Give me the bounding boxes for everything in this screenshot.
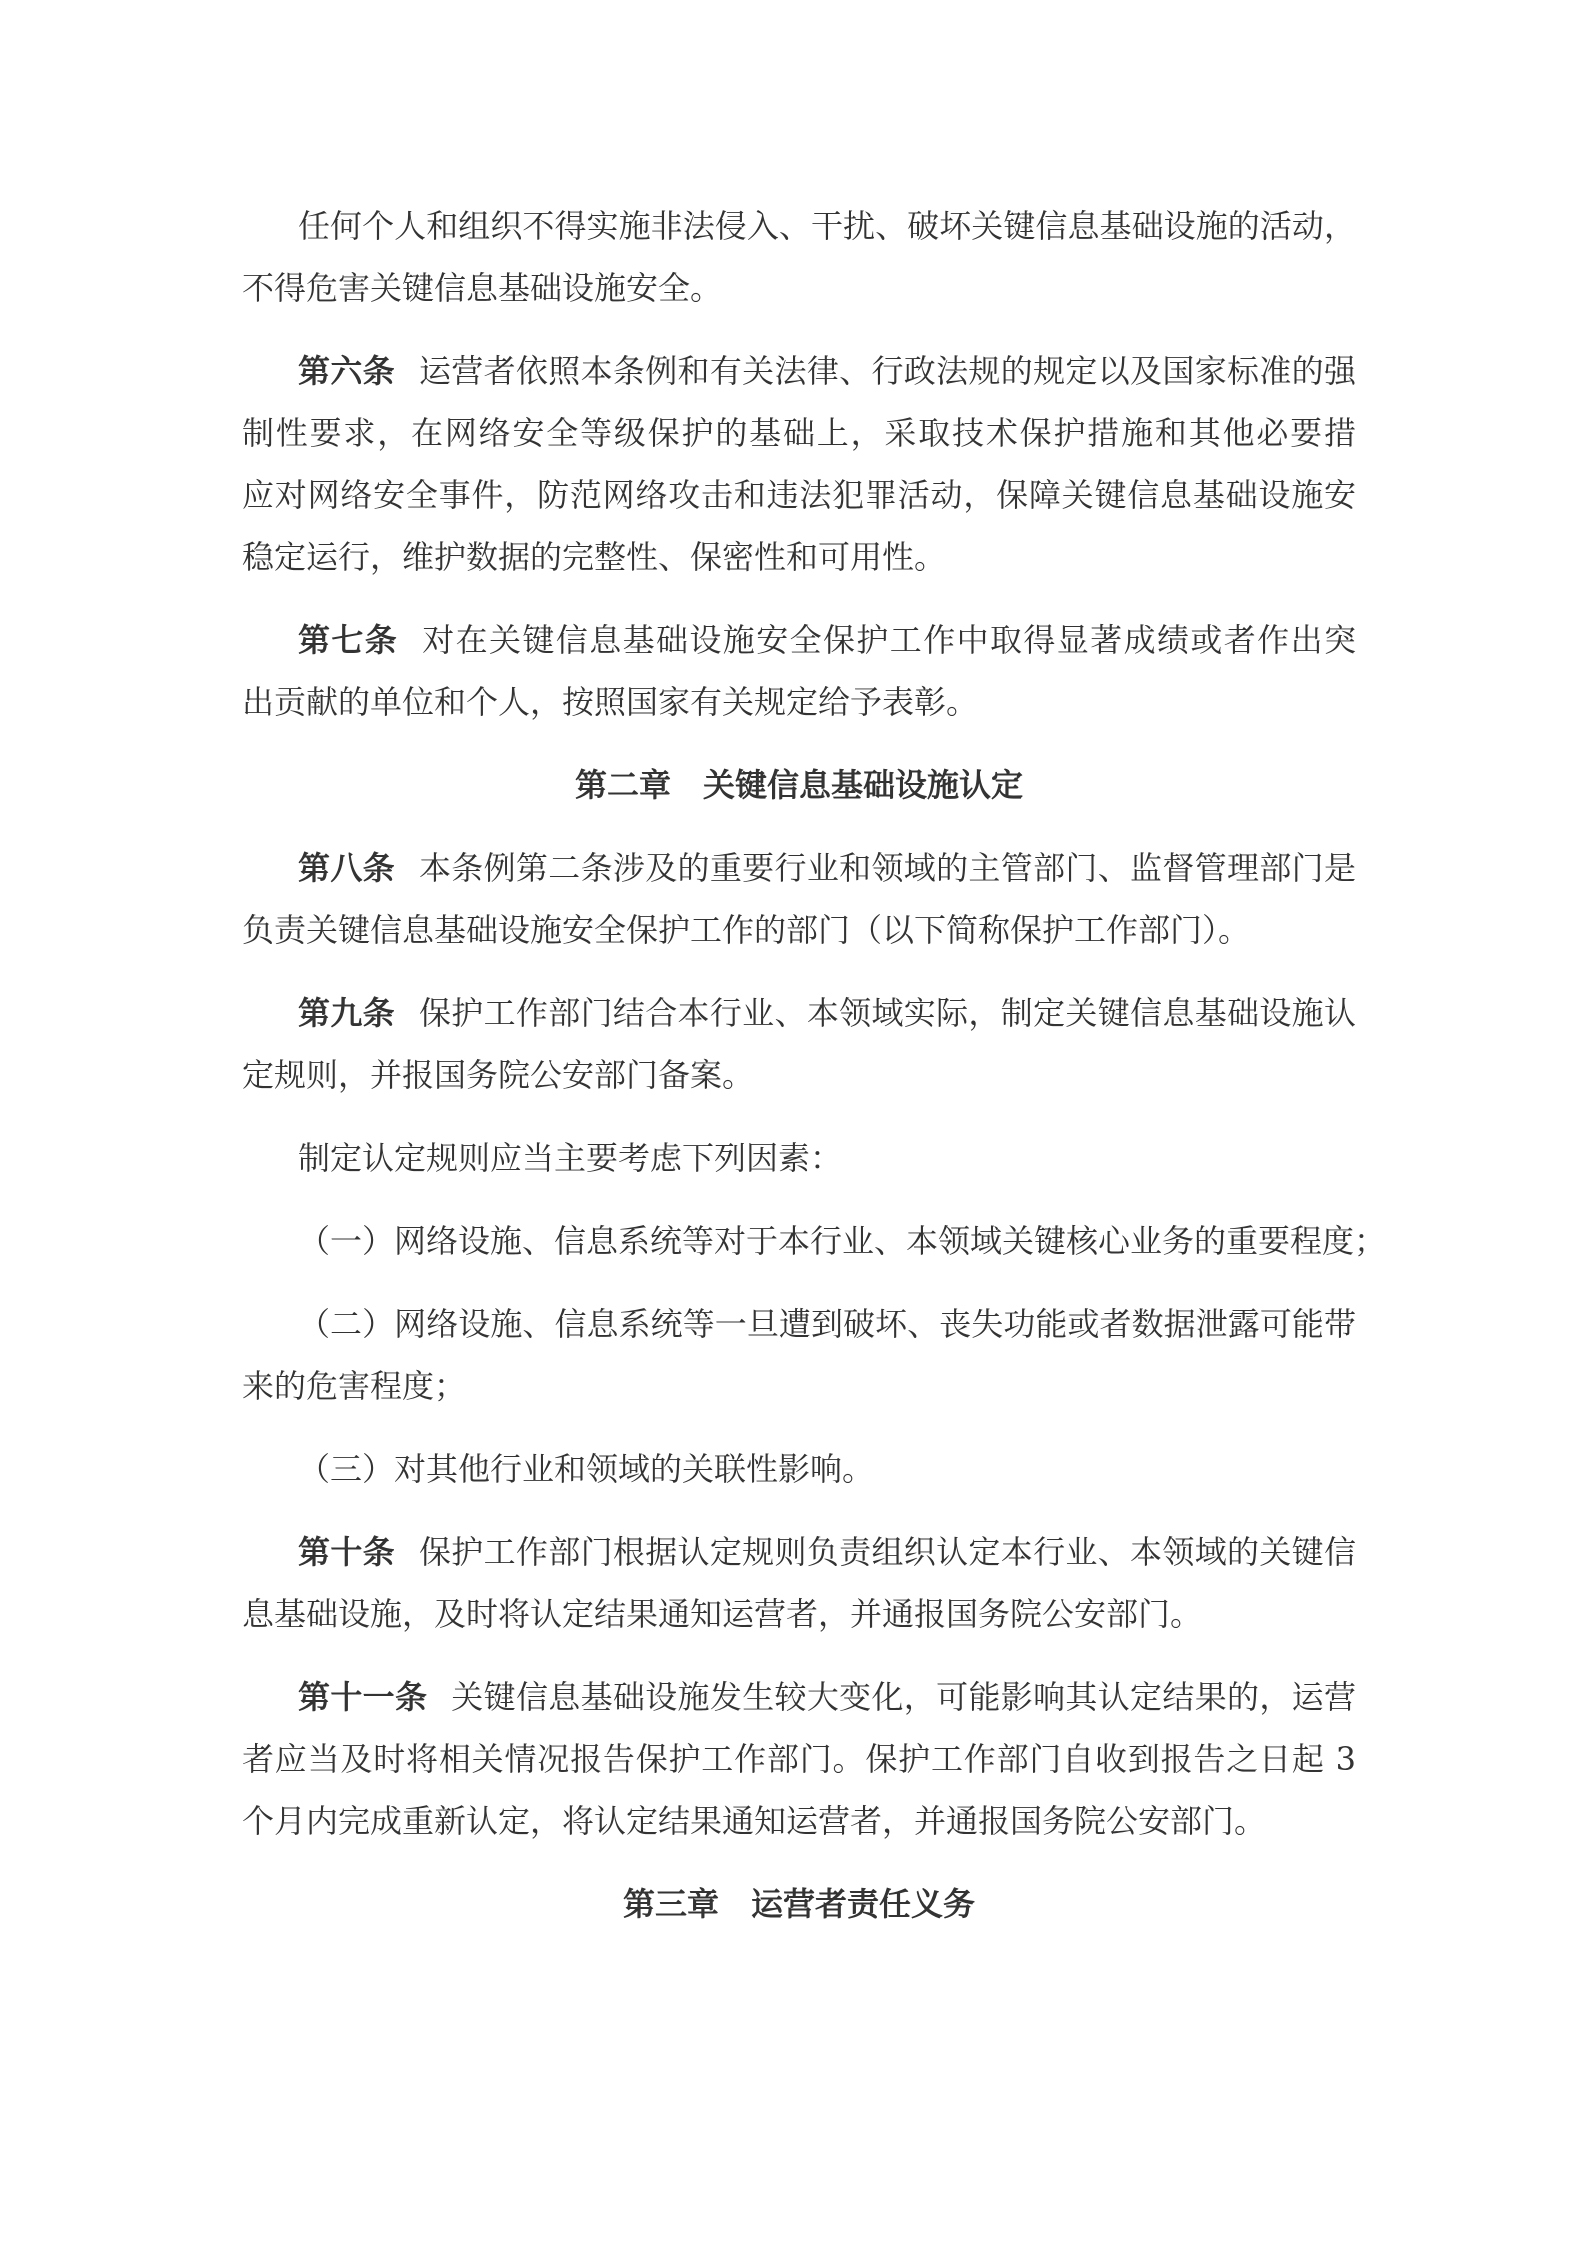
article-label: 第八条	[298, 849, 395, 887]
chapter-heading: 第二章 关键信息基础设施认定	[574, 766, 1023, 804]
line-text: 负责关键信息基础设施安全保护工作的部门（以下简称保护工作部门）。	[242, 911, 1251, 949]
line-text: 任何个人和组织不得实施非法侵入、干扰、破坏关键信息基础设施的活动，	[298, 207, 1356, 245]
text-line	[242, 1583, 1356, 1645]
paragraph	[242, 1438, 1356, 1500]
paragraph	[242, 1293, 1356, 1417]
paragraph	[242, 195, 1356, 319]
line-text: 应对网络安全事件，防范网络攻击和违法犯罪活动，保障关键信息基础设施安	[242, 476, 1356, 514]
line-text: 保护工作部门根据认定规则负责组织认定本行业、本领域的关键信	[418, 1533, 1356, 1571]
article-paragraph	[242, 982, 1356, 1106]
line-text: 息基础设施，及时将认定结果通知运营者，并通报国务院公安部门。	[242, 1595, 1203, 1633]
article-label: 第六条	[298, 352, 395, 390]
line-text: 运营者依照本条例和有关法律、行政法规的规定以及国家标准的强	[418, 352, 1356, 390]
text-line	[242, 1355, 1356, 1417]
line-text: 对在关键信息基础设施安全保护工作中取得显著成绩或者作出突	[422, 621, 1356, 659]
article-paragraph	[242, 1521, 1356, 1645]
text-line	[242, 1790, 1356, 1852]
line-text: 个月内完成重新认定，将认定结果通知运营者，并通报国务院公安部门。	[242, 1802, 1267, 1840]
text-line	[242, 609, 1356, 671]
line-text: 本条例第二条涉及的重要行业和领域的主管部门、监督管理部门是	[418, 849, 1356, 887]
text-line	[242, 1210, 1387, 1272]
paragraph	[242, 1127, 1356, 1189]
article-paragraph	[242, 837, 1356, 961]
text-line	[242, 1293, 1356, 1355]
text-line	[242, 899, 1356, 961]
paragraph	[242, 1210, 1387, 1272]
line-text: 者应当及时将相关情况报告保护工作部门。保护工作部门自收到报告之日起 3	[242, 1740, 1356, 1778]
text-line	[242, 526, 1356, 588]
document-body	[242, 195, 1387, 1956]
text-line	[242, 464, 1356, 526]
article-label: 第七条	[298, 621, 399, 659]
line-text: 出贡献的单位和个人，按照国家有关规定给予表彰。	[242, 683, 979, 721]
text-line	[242, 1521, 1356, 1583]
line-text: 关键信息基础设施发生较大变化，可能影响其认定结果的，运营	[451, 1678, 1356, 1716]
line-text: 不得危害关键信息基础设施安全。	[242, 269, 723, 307]
text-line	[242, 340, 1356, 402]
line-text: 来的危害程度；	[242, 1367, 467, 1405]
line-text: （二）网络设施、信息系统等一旦遭到破坏、丧失功能或者数据泄露可能带	[298, 1305, 1356, 1343]
text-line	[242, 671, 1356, 733]
text-line	[242, 837, 1356, 899]
chapter-heading: 第三章 运营者责任义务	[622, 1885, 975, 1923]
line-text: （三）对其他行业和领域的关联性影响。	[298, 1450, 875, 1488]
text-line	[242, 1728, 1356, 1790]
line-text: 保护工作部门结合本行业、本领域实际，制定关键信息基础设施认	[418, 994, 1356, 1032]
text-line	[242, 1438, 1356, 1500]
text-line	[242, 257, 1356, 319]
text-line	[242, 1666, 1356, 1728]
article-paragraph	[242, 1666, 1356, 1852]
line-text: 稳定运行，维护数据的完整性、保密性和可用性。	[242, 538, 947, 576]
text-line	[242, 1127, 1356, 1189]
line-text: （一）网络设施、信息系统等对于本行业、本领域关键核心业务的重要程度；	[298, 1222, 1387, 1260]
text-line	[242, 982, 1356, 1044]
line-text: 制性要求，在网络安全等级保护的基础上，采取技术保护措施和其他必要措	[242, 414, 1356, 452]
line-text: 制定认定规则应当主要考虑下列因素：	[298, 1139, 843, 1177]
article-label: 第九条	[298, 994, 395, 1032]
article-label: 第十条	[298, 1533, 395, 1571]
line-text: 定规则，并报国务院公安部门备案。	[242, 1056, 755, 1094]
article-label: 第十一条	[298, 1678, 428, 1716]
text-line	[242, 402, 1356, 464]
text-line	[242, 1044, 1356, 1106]
article-paragraph	[242, 340, 1356, 588]
text-line	[242, 195, 1356, 257]
article-paragraph	[242, 609, 1356, 733]
